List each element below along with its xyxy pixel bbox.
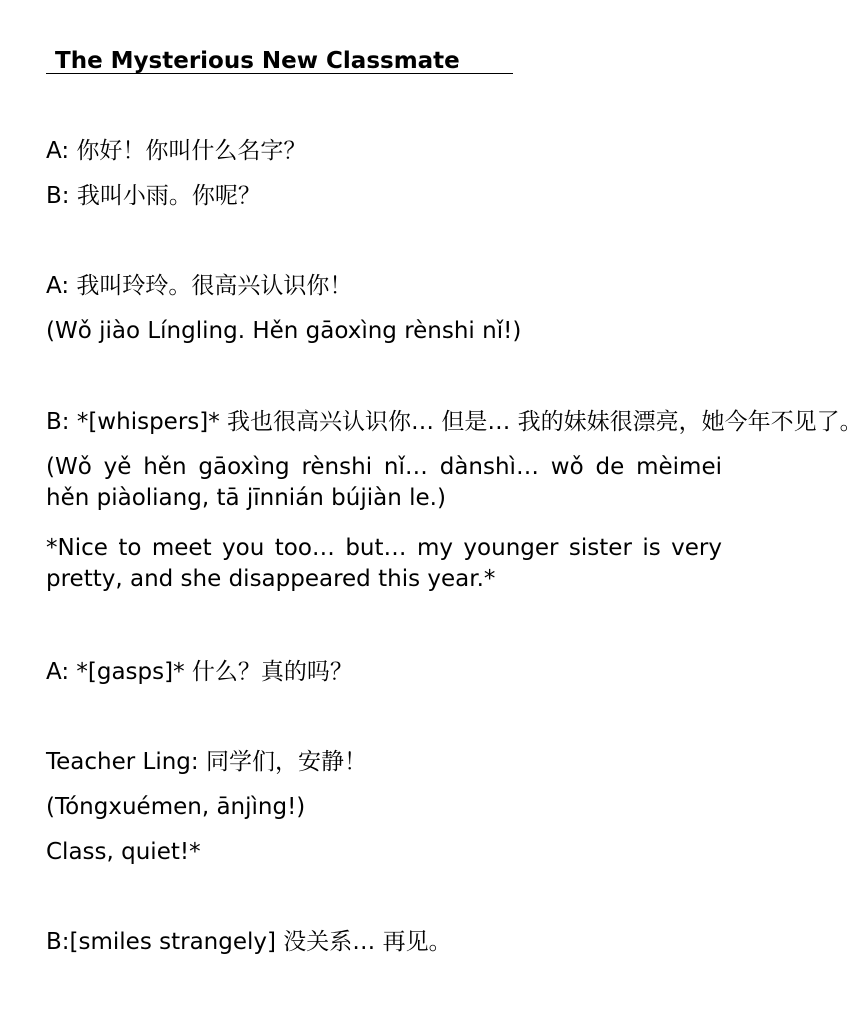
pinyin-line-teacher: (Tóngxuémen, ānjìng!) xyxy=(46,794,306,820)
dialogue-line-a-1: A: 你好！你叫什么名字？ xyxy=(46,138,307,164)
translation-line-teacher: Class, quiet!* xyxy=(46,839,201,865)
dialogue-line-a-3: A: *[gasps]* 什么？真的吗？ xyxy=(46,659,353,685)
dialogue-line-b-2: B: *[whispers]* 我也很高兴认识你… 但是… 我的妹妹很漂亮，她今年不见了。 xyxy=(46,409,863,435)
pinyin-line-b-2: (Wǒ yě hěn gāoxìng rènshi nǐ… dànshì… wǒ de mèimei hěn piàoliang, tā jīnnián bújiàn le.) xyxy=(46,454,722,511)
dialogue-line-a-2: A: 我叫玲玲。很高兴认识你！ xyxy=(46,273,353,299)
pinyin-line-a-2: (Wǒ jiào Língling. Hěn gāoxìng rènshi nǐ!) xyxy=(46,318,522,344)
dialogue-line-b-3: B:[smiles strangely] 没关系… 再见。 xyxy=(46,929,452,955)
translation-line-b-2: *Nice to meet you too… but… my younger sister is very pretty, and she disappeared this year.* xyxy=(46,535,722,592)
dialogue-line-teacher: Teacher Ling: 同学们，安静！ xyxy=(46,749,367,775)
dialogue-line-b-1: B: 我叫小雨。你呢？ xyxy=(46,183,261,209)
document-title: The Mysterious New Classmate xyxy=(46,47,513,74)
